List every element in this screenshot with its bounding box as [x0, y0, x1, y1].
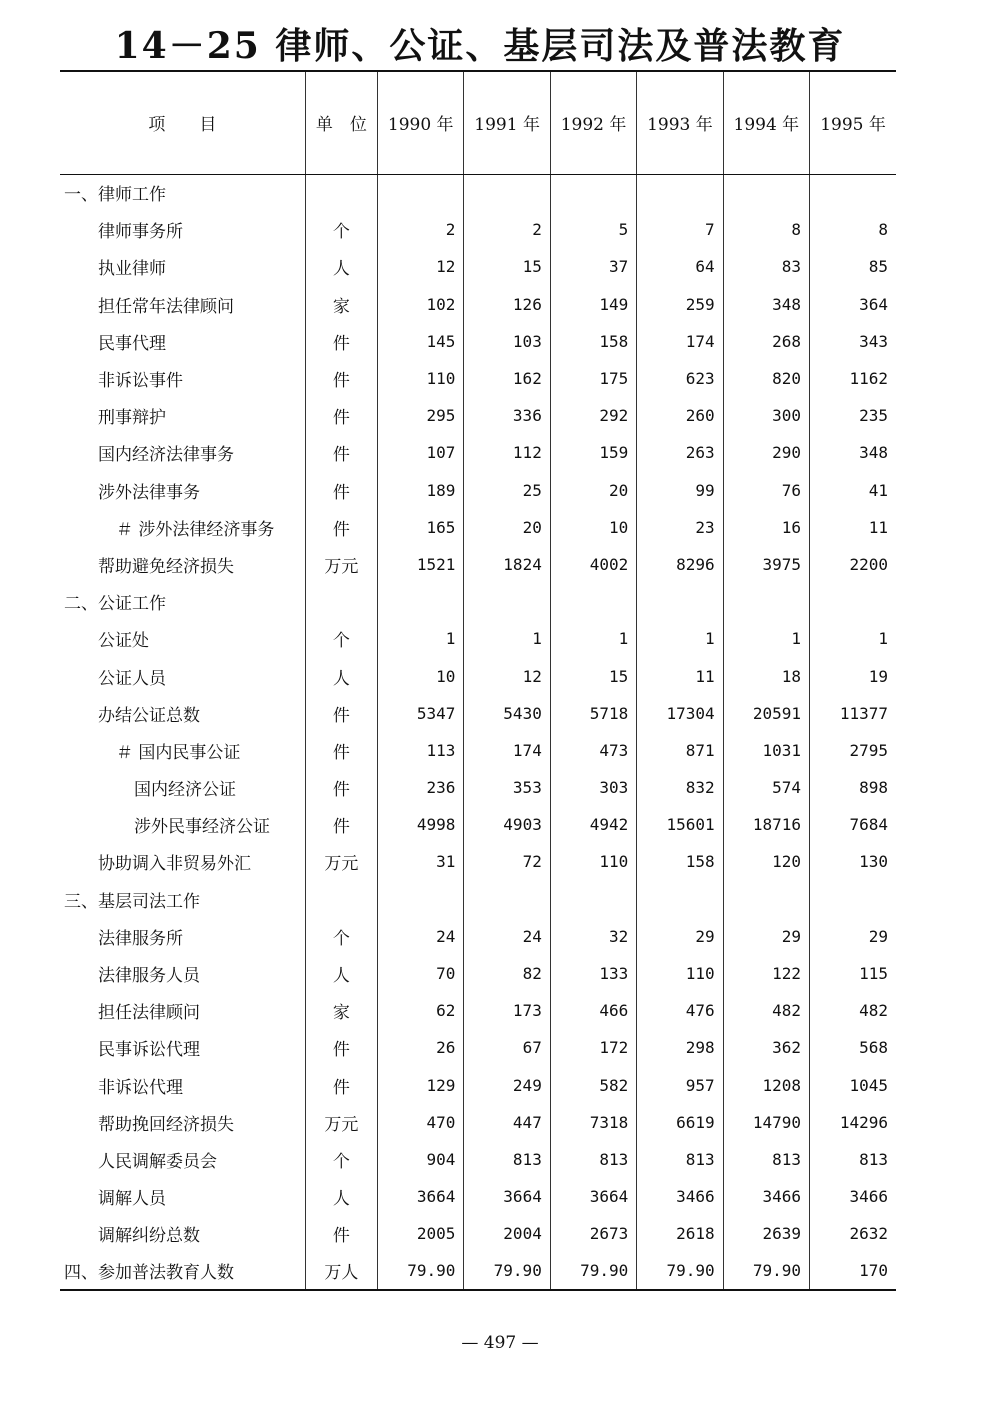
- row-unit: 件: [305, 1067, 377, 1104]
- row-value-cell: 8: [810, 211, 896, 248]
- table-row: [60, 1215, 896, 1252]
- row-value-cell: 470: [378, 1104, 464, 1141]
- row-item-label: 帮助挽回经济损失: [98, 1114, 234, 1135]
- row-value-cell: 1521: [378, 546, 464, 583]
- row-value-cell: 15: [550, 657, 636, 694]
- row-value-cell: 1045: [810, 1067, 896, 1104]
- row-value-cell: 3466: [810, 1178, 896, 1215]
- row-value-cell: 813: [464, 1141, 550, 1178]
- row-unit: 件: [305, 434, 377, 471]
- row-unit: 人: [305, 248, 377, 285]
- row-value-cell: 172: [550, 1029, 636, 1066]
- row-value-cell: 2639: [723, 1215, 809, 1252]
- row-value-cell: 957: [637, 1067, 723, 1104]
- row-value-cell: 4903: [464, 806, 550, 843]
- row-value-cell: 813: [723, 1141, 809, 1178]
- section-row: [60, 1252, 896, 1289]
- row-value-cell: 813: [810, 1141, 896, 1178]
- row-value-cell: 336: [464, 397, 550, 434]
- header-unit: 单 位: [305, 71, 377, 174]
- row-item-label: 民事诉讼代理: [98, 1040, 200, 1061]
- row-value-cell: 473: [550, 732, 636, 769]
- row-value-cell: 32: [550, 918, 636, 955]
- row-unit: 万元: [305, 1104, 377, 1141]
- row-item-label: 非诉讼事件: [98, 371, 183, 392]
- row-value-cell: 7318: [550, 1104, 636, 1141]
- row-item-label: 帮助避免经济损失: [98, 556, 234, 577]
- page-number: — 497 —: [461, 1333, 539, 1353]
- table-row: [60, 360, 896, 397]
- row-value-cell: 832: [637, 769, 723, 806]
- page-title: 14－25 律师、公证、基层司法及普法教育: [114, 25, 846, 67]
- table-row: [60, 211, 896, 248]
- row-value-cell: 871: [637, 732, 723, 769]
- row-value-cell: 67: [464, 1029, 550, 1066]
- row-value-cell: 353: [464, 769, 550, 806]
- row-value-cell: 904: [378, 1141, 464, 1178]
- row-value-cell: [637, 174, 723, 211]
- row-value-cell: 2200: [810, 546, 896, 583]
- row-value-cell: 158: [637, 843, 723, 880]
- row-value-cell: 189: [378, 472, 464, 509]
- table-row: [60, 546, 896, 583]
- row-value-cell: 6619: [637, 1104, 723, 1141]
- row-value-cell: 3664: [550, 1178, 636, 1215]
- row-value-cell: 4942: [550, 806, 636, 843]
- row-value-cell: 15601: [637, 806, 723, 843]
- row-value-cell: 4998: [378, 806, 464, 843]
- row-unit: 件: [305, 806, 377, 843]
- row-value-cell: 130: [810, 843, 896, 880]
- row-value-cell: 19: [810, 657, 896, 694]
- row-unit: 件: [305, 1215, 377, 1252]
- row-item-label: 法律服务所: [98, 928, 183, 949]
- row-value-cell: 79.90: [464, 1252, 550, 1289]
- row-value-cell: 3664: [464, 1178, 550, 1215]
- row-value-cell: 1: [378, 620, 464, 657]
- row-value-cell: 122: [723, 955, 809, 992]
- row-item-label: 国内经济法律事务: [98, 445, 234, 466]
- row-item-label: ＃ 涉外法律经济事务: [116, 519, 275, 540]
- row-value-cell: 12: [378, 248, 464, 285]
- row-item-label: 执业律师: [98, 259, 166, 280]
- row-value-cell: 162: [464, 360, 550, 397]
- row-value-cell: 29: [637, 918, 723, 955]
- row-value-cell: 623: [637, 360, 723, 397]
- row-value-cell: 2673: [550, 1215, 636, 1252]
- row-unit: 人: [305, 657, 377, 694]
- row-unit: 家: [305, 992, 377, 1029]
- table-body: [60, 174, 896, 1290]
- row-value-cell: 64: [637, 248, 723, 285]
- row-unit: 件: [305, 1029, 377, 1066]
- row-value-cell: 14790: [723, 1104, 809, 1141]
- table-row: [60, 1029, 896, 1066]
- row-value-cell: 298: [637, 1029, 723, 1066]
- row-value-cell: 364: [810, 286, 896, 323]
- row-value-cell: 18: [723, 657, 809, 694]
- row-value-cell: [810, 174, 896, 211]
- row-item-label: 四、参加普法教育人数: [60, 1252, 305, 1289]
- row-unit: [305, 583, 377, 620]
- row-value-cell: 3466: [723, 1178, 809, 1215]
- row-value-cell: 79.90: [637, 1252, 723, 1289]
- table-row: [60, 992, 896, 1029]
- row-value-cell: 813: [550, 1141, 636, 1178]
- row-item-label: 调解纠纷总数: [98, 1226, 200, 1247]
- row-unit: 人: [305, 1178, 377, 1215]
- row-value-cell: 11377: [810, 695, 896, 732]
- row-unit: [305, 174, 377, 211]
- row-value-cell: 476: [637, 992, 723, 1029]
- row-value-cell: 4002: [550, 546, 636, 583]
- header-year: 1994 年: [723, 71, 809, 174]
- row-value-cell: 5430: [464, 695, 550, 732]
- row-unit: 个: [305, 211, 377, 248]
- row-unit: 件: [305, 732, 377, 769]
- row-item-label: 民事代理: [98, 333, 166, 354]
- row-value-cell: 447: [464, 1104, 550, 1141]
- row-value-cell: [550, 881, 636, 918]
- row-value-cell: 8296: [637, 546, 723, 583]
- row-value-cell: 466: [550, 992, 636, 1029]
- row-value-cell: 348: [723, 286, 809, 323]
- row-value-cell: 174: [637, 323, 723, 360]
- row-value-cell: 259: [637, 286, 723, 323]
- row-value-cell: 292: [550, 397, 636, 434]
- row-value-cell: 1208: [723, 1067, 809, 1104]
- row-item-label: 调解人员: [98, 1189, 166, 1210]
- row-value-cell: 20: [464, 509, 550, 546]
- row-value-cell: 5718: [550, 695, 636, 732]
- row-value-cell: 107: [378, 434, 464, 471]
- table-row: [60, 955, 896, 992]
- table-row: [60, 1104, 896, 1141]
- row-value-cell: 1: [637, 620, 723, 657]
- row-unit: [305, 881, 377, 918]
- row-value-cell: 159: [550, 434, 636, 471]
- row-value-cell: 24: [378, 918, 464, 955]
- row-value-cell: [378, 881, 464, 918]
- row-value-cell: 1824: [464, 546, 550, 583]
- header-year: 1990 年: [378, 71, 464, 174]
- row-unit: 件: [305, 769, 377, 806]
- row-value-cell: 129: [378, 1067, 464, 1104]
- row-value-cell: 11: [637, 657, 723, 694]
- table-row: [60, 1067, 896, 1104]
- row-value-cell: 2795: [810, 732, 896, 769]
- row-value-cell: 14296: [810, 1104, 896, 1141]
- row-item-label: 担任法律顾问: [98, 1003, 200, 1024]
- row-item-label: 一、律师工作: [64, 185, 166, 206]
- row-value-cell: 5: [550, 211, 636, 248]
- row-value-cell: 898: [810, 769, 896, 806]
- header-year: 1992 年: [550, 71, 636, 174]
- row-item-label: 刑事辩护: [98, 408, 166, 429]
- row-value-cell: 70: [378, 955, 464, 992]
- row-unit: 件: [305, 472, 377, 509]
- row-value-cell: 79.90: [550, 1252, 636, 1289]
- row-value-cell: 1: [810, 620, 896, 657]
- row-value-cell: 41: [810, 472, 896, 509]
- row-item-label: 涉外法律事务: [98, 482, 200, 503]
- table-row: [60, 286, 896, 323]
- row-value-cell: 26: [378, 1029, 464, 1066]
- row-item-label: ＃ 国内民事公证: [116, 742, 241, 763]
- statistics-table: [60, 70, 896, 1291]
- row-value-cell: 482: [723, 992, 809, 1029]
- row-unit: 家: [305, 286, 377, 323]
- row-value-cell: [723, 583, 809, 620]
- row-value-cell: [550, 174, 636, 211]
- table-header-row: [60, 71, 896, 174]
- row-value-cell: 120: [723, 843, 809, 880]
- row-value-cell: 79.90: [378, 1252, 464, 1289]
- row-unit: 件: [305, 509, 377, 546]
- header-item: 项 目: [60, 71, 305, 174]
- row-value-cell: 268: [723, 323, 809, 360]
- row-value-cell: 112: [464, 434, 550, 471]
- table-row: [60, 843, 896, 880]
- table-row: [60, 397, 896, 434]
- row-value-cell: 362: [723, 1029, 809, 1066]
- row-value-cell: 8: [723, 211, 809, 248]
- row-value-cell: [378, 583, 464, 620]
- row-value-cell: 482: [810, 992, 896, 1029]
- row-value-cell: 102: [378, 286, 464, 323]
- row-value-cell: 110: [550, 843, 636, 880]
- row-value-cell: 2005: [378, 1215, 464, 1252]
- row-value-cell: 2: [464, 211, 550, 248]
- row-value-cell: 17304: [637, 695, 723, 732]
- row-value-cell: 813: [637, 1141, 723, 1178]
- row-value-cell: 1162: [810, 360, 896, 397]
- row-value-cell: 37: [550, 248, 636, 285]
- row-value-cell: 2: [378, 211, 464, 248]
- row-value-cell: 170: [810, 1252, 896, 1289]
- row-unit: 万元: [305, 843, 377, 880]
- row-value-cell: [550, 583, 636, 620]
- row-value-cell: 79.90: [723, 1252, 809, 1289]
- row-unit: 件: [305, 360, 377, 397]
- row-value-cell: [464, 174, 550, 211]
- row-value-cell: 5347: [378, 695, 464, 732]
- row-unit: 万人: [305, 1252, 377, 1289]
- row-value-cell: 29: [723, 918, 809, 955]
- table-row: [60, 248, 896, 285]
- row-item-label: 二、公证工作: [64, 594, 166, 615]
- row-unit: 件: [305, 397, 377, 434]
- row-value-cell: 113: [378, 732, 464, 769]
- row-value-cell: 165: [378, 509, 464, 546]
- row-item-label: 公证人员: [98, 668, 166, 689]
- row-value-cell: 1: [550, 620, 636, 657]
- row-value-cell: 133: [550, 955, 636, 992]
- row-value-cell: 15: [464, 248, 550, 285]
- statistics-table-container: [60, 70, 896, 1291]
- row-value-cell: 3664: [378, 1178, 464, 1215]
- row-item-label: 三、基层司法工作: [64, 891, 200, 912]
- row-unit: 万元: [305, 546, 377, 583]
- row-value-cell: 158: [550, 323, 636, 360]
- row-value-cell: 149: [550, 286, 636, 323]
- row-value-cell: 12: [464, 657, 550, 694]
- row-value-cell: 295: [378, 397, 464, 434]
- row-item-label: 担任常年法律顾问: [98, 296, 234, 317]
- row-value-cell: [464, 881, 550, 918]
- row-value-cell: 568: [810, 1029, 896, 1066]
- row-value-cell: [464, 583, 550, 620]
- row-value-cell: 20: [550, 472, 636, 509]
- row-value-cell: 343: [810, 323, 896, 360]
- row-value-cell: 99: [637, 472, 723, 509]
- table-row: [60, 1178, 896, 1215]
- row-value-cell: 174: [464, 732, 550, 769]
- section-row: [60, 881, 896, 918]
- row-value-cell: 303: [550, 769, 636, 806]
- row-value-cell: 110: [637, 955, 723, 992]
- row-item-label: 公证处: [98, 631, 149, 652]
- row-value-cell: 2004: [464, 1215, 550, 1252]
- row-value-cell: 820: [723, 360, 809, 397]
- header-year: 1991 年: [464, 71, 550, 174]
- row-value-cell: 18716: [723, 806, 809, 843]
- row-value-cell: 145: [378, 323, 464, 360]
- row-value-cell: 582: [550, 1067, 636, 1104]
- row-value-cell: [723, 881, 809, 918]
- row-value-cell: 103: [464, 323, 550, 360]
- row-value-cell: 31: [378, 843, 464, 880]
- row-value-cell: 2618: [637, 1215, 723, 1252]
- row-value-cell: 82: [464, 955, 550, 992]
- table-row: [60, 434, 896, 471]
- row-value-cell: 16: [723, 509, 809, 546]
- row-value-cell: 1: [723, 620, 809, 657]
- table-row: [60, 806, 896, 843]
- row-value-cell: 115: [810, 955, 896, 992]
- row-value-cell: 175: [550, 360, 636, 397]
- row-value-cell: 1: [464, 620, 550, 657]
- row-value-cell: [723, 174, 809, 211]
- table-row: [60, 695, 896, 732]
- row-item-label: 办结公证总数: [98, 705, 200, 726]
- section-row: [60, 583, 896, 620]
- table-row: [60, 472, 896, 509]
- row-value-cell: 85: [810, 248, 896, 285]
- header-year: 1993 年: [637, 71, 723, 174]
- row-value-cell: 574: [723, 769, 809, 806]
- row-value-cell: 83: [723, 248, 809, 285]
- row-value-cell: 235: [810, 397, 896, 434]
- row-value-cell: 62: [378, 992, 464, 1029]
- row-value-cell: 290: [723, 434, 809, 471]
- row-value-cell: [637, 881, 723, 918]
- row-value-cell: 126: [464, 286, 550, 323]
- section-row: [60, 174, 896, 211]
- row-value-cell: 24: [464, 918, 550, 955]
- row-value-cell: 110: [378, 360, 464, 397]
- row-value-cell: [378, 174, 464, 211]
- row-value-cell: [637, 583, 723, 620]
- row-value-cell: 25: [464, 472, 550, 509]
- row-value-cell: 11: [810, 509, 896, 546]
- table-row: [60, 657, 896, 694]
- table-row: [60, 769, 896, 806]
- row-value-cell: 3975: [723, 546, 809, 583]
- row-value-cell: 348: [810, 434, 896, 471]
- row-value-cell: 3466: [637, 1178, 723, 1215]
- row-value-cell: 249: [464, 1067, 550, 1104]
- row-item-label: 国内经济公证: [134, 780, 236, 801]
- row-value-cell: 2632: [810, 1215, 896, 1252]
- row-value-cell: 20591: [723, 695, 809, 732]
- row-unit: 个: [305, 620, 377, 657]
- table-row: [60, 1141, 896, 1178]
- row-value-cell: 76: [723, 472, 809, 509]
- row-unit: 个: [305, 918, 377, 955]
- row-value-cell: [810, 583, 896, 620]
- table-row: [60, 323, 896, 360]
- row-unit: 件: [305, 695, 377, 732]
- row-value-cell: 10: [550, 509, 636, 546]
- row-item-label: 人民调解委员会: [98, 1151, 217, 1172]
- row-value-cell: 29: [810, 918, 896, 955]
- row-value-cell: 7684: [810, 806, 896, 843]
- row-value-cell: 260: [637, 397, 723, 434]
- row-unit: 个: [305, 1141, 377, 1178]
- row-item-label: 涉外民事经济公证: [134, 817, 270, 838]
- row-value-cell: [810, 881, 896, 918]
- row-value-cell: 300: [723, 397, 809, 434]
- row-unit: 件: [305, 323, 377, 360]
- row-item-label: 法律服务人员: [98, 966, 200, 987]
- row-value-cell: 10: [378, 657, 464, 694]
- row-value-cell: 1031: [723, 732, 809, 769]
- row-item-label: 律师事务所: [98, 222, 183, 243]
- row-item-label: 协助调入非贸易外汇: [98, 854, 251, 875]
- table-row: [60, 509, 896, 546]
- row-value-cell: 72: [464, 843, 550, 880]
- table-row: [60, 918, 896, 955]
- row-value-cell: 236: [378, 769, 464, 806]
- row-value-cell: 23: [637, 509, 723, 546]
- table-row: [60, 620, 896, 657]
- row-item-label: 非诉讼代理: [98, 1077, 183, 1098]
- row-unit: 人: [305, 955, 377, 992]
- table-row: [60, 732, 896, 769]
- header-year: 1995 年: [810, 71, 896, 174]
- row-value-cell: 173: [464, 992, 550, 1029]
- row-value-cell: 7: [637, 211, 723, 248]
- row-value-cell: 263: [637, 434, 723, 471]
